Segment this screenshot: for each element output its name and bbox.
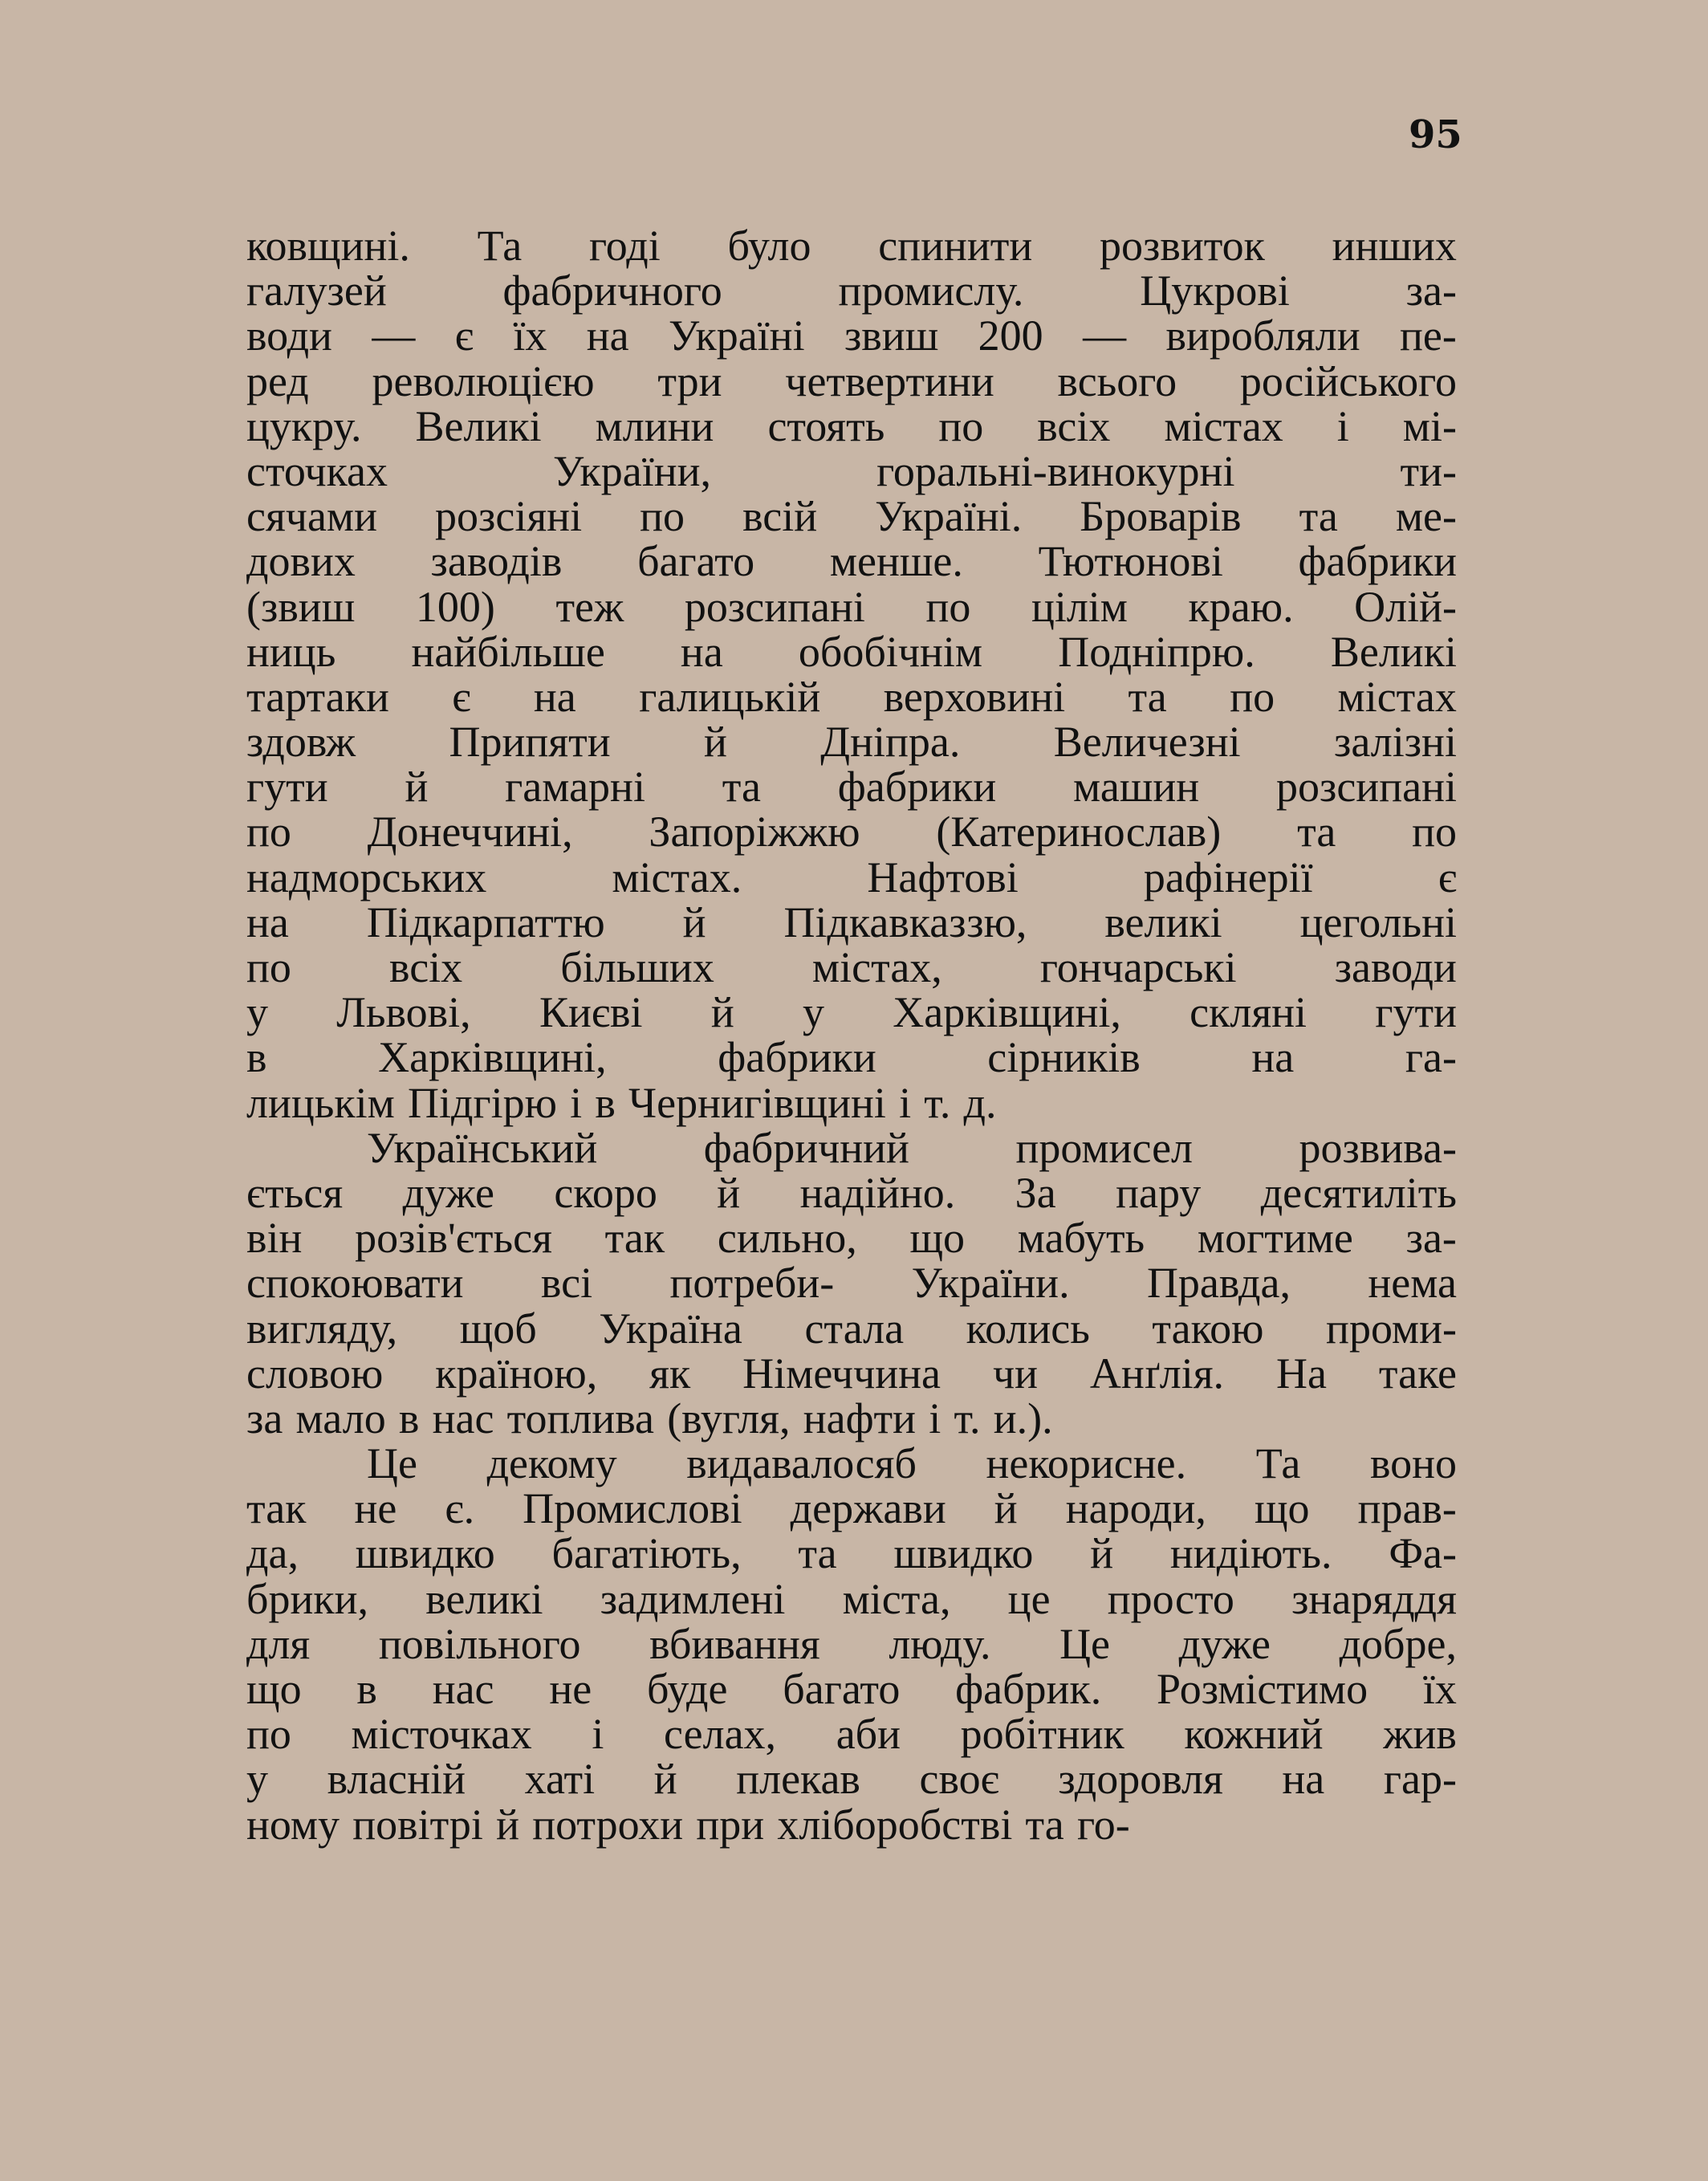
text-line: здовж Припяти й Дніпра. Величезні залізні (246, 718, 1457, 767)
text-line: на Підкарпаттю й Підкавказзю, великі цегольні (246, 897, 1457, 946)
text-line: сячами розсіяні по всій Україні. Броварів та ме- (246, 492, 1457, 541)
text-line: лицькім Підгірю і в Чернигівщині і т. д. (246, 1078, 997, 1127)
text-line: да, швидко багатіють, та швидко й нидіють. Фа- (246, 1529, 1457, 1578)
text-line: він розів'ється так сильно, що мабуть могтиме за- (246, 1214, 1457, 1263)
text-line: води — є їх на Україні звиш 200 — виробляли пе- (246, 311, 1457, 360)
text-line: дових заводів багато менше. Тютюнові фабрики (246, 537, 1457, 586)
text-line: ред революцією три четвертини всього російського (246, 356, 1457, 405)
text-line: вигляду, щоб Україна стала колись такою проми- (246, 1304, 1457, 1353)
text-line: в Харківщині, фабрики сірників на га- (246, 1033, 1457, 1082)
page-number: 95 (1409, 112, 1462, 157)
text-line: так не є. Промислові держави й народи, що прав- (246, 1484, 1457, 1533)
text-line: цукру. Великі млини стоять по всіх містах і мі- (246, 401, 1457, 450)
body-text (246, 223, 1457, 1847)
text-line: ється дуже скоро й надійно. За пару десятиліть (246, 1168, 1457, 1217)
text-line: у власній хаті й плекав своє здоровля на гар- (246, 1755, 1457, 1804)
paragraph (246, 1441, 1457, 1847)
paragraph (246, 1125, 1457, 1441)
text-line: по місточках і селах, аби робітник кожний жив (246, 1710, 1457, 1759)
text-line: ковщині. Та годі було спинити розвиток инших (246, 222, 1457, 270)
text-line: Український фабричний промисел розвива- (367, 1123, 1457, 1172)
text-line: словою країною, як Німеччина чи Анґлія. На таке (246, 1349, 1457, 1398)
text-line: у Львові, Києві й у Харківщині, скляні гути (246, 988, 1457, 1037)
text-line: по Донеччині, Запоріжжю (Катеринослав) та по (246, 808, 1457, 857)
text-line: ному повітрі й потрохи при хліборобстві та го- (246, 1800, 1130, 1849)
text-line: брики, великі задимлені міста, це просто знаряддя (246, 1574, 1457, 1623)
text-line: надморських містах. Нафтові рафінерії є (246, 852, 1457, 901)
text-line: гути й гамарні та фабрики машин розсипані (246, 763, 1457, 812)
paragraph (246, 223, 1457, 1125)
text-line: (звиш 100) теж розсипані по цілім краю. Олій- (246, 582, 1457, 631)
text-line: Це декому видавалосяб некорисне. Та воно (367, 1439, 1457, 1488)
text-line: спокоювати всі потреби- України. Правда, нема (246, 1259, 1457, 1308)
text-line: сточках України, горальні-винокурні ти- (246, 446, 1457, 495)
text-line: для повільного вбивання люду. Це дуже добре, (246, 1619, 1457, 1668)
text-line: тартаки є на галицькій верховині та по містах (246, 672, 1457, 721)
text-line: галузей фабричного промислу. Цукрові за- (246, 267, 1457, 315)
text-line: ниць найбільше на обобічнім Подніпрю. Великі (246, 627, 1457, 676)
text-line: за мало в нас топлива (вугля, нафти і т. и.). (246, 1394, 1053, 1442)
text-line: по всіх більших містах, гончарські заводи (246, 943, 1457, 991)
text-line: що в нас не буде багато фабрик. Розмістимо їх (246, 1665, 1457, 1713)
